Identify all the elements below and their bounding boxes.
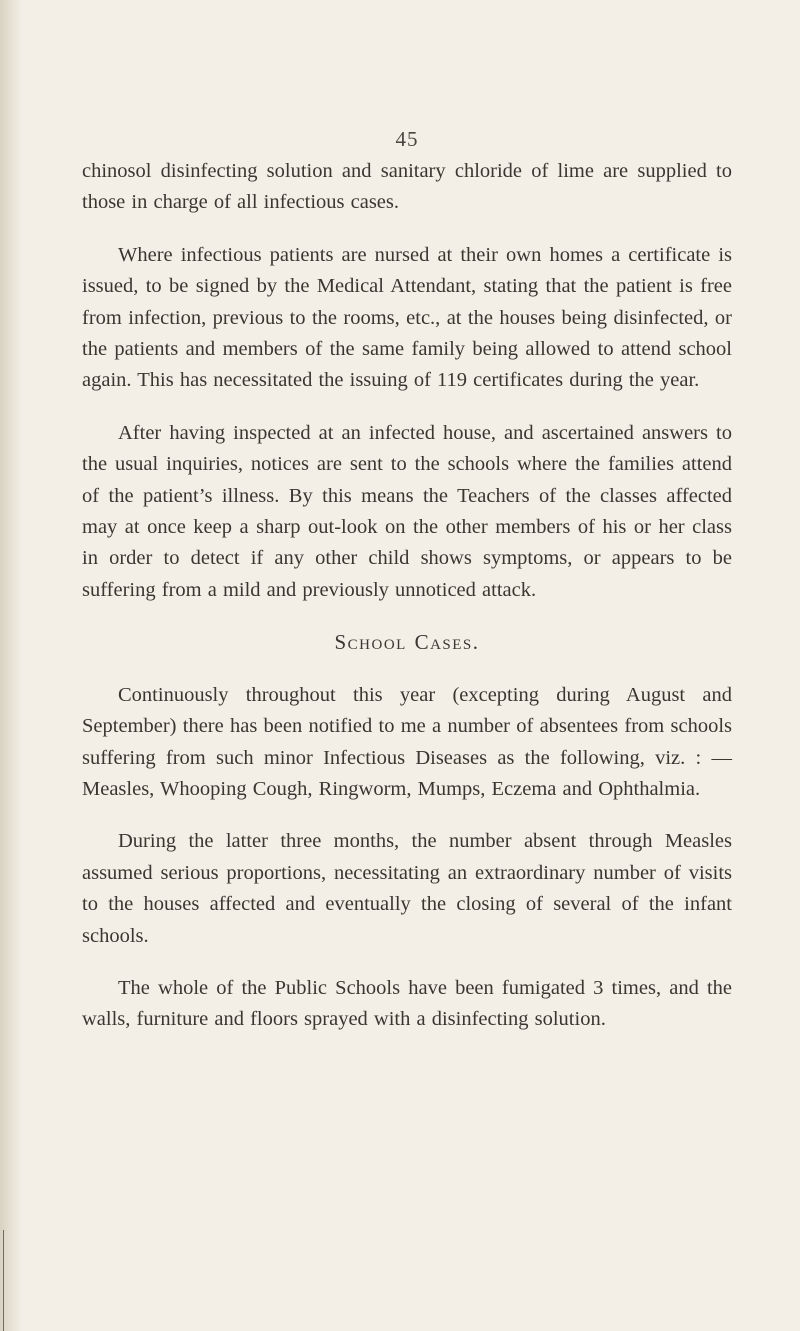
paragraph-continuation: chinosol disinfecting solution and sanitary chloride of lime are supplied to those in charge of all infectious cases. [82, 160, 732, 214]
paragraph-fumigation: The whole of the Public Schools have been fumigated 3 times, and the walls, furniture and floors sprayed with a disinfecting solution. [82, 976, 732, 1031]
paragraph-certificates: Where infectious patients are nursed at their own homes a certificate is issued, to be signed by the Medical Attendant, stating that the patient is free from infection, previous to the rooms, etc., at the houses being disinfected, or the patients and members of the same family being allowed to attend school again. This has necessitated the issuing of 119 certificates during the year. [82, 243, 732, 392]
paragraph-school-absentees: Continuously throughout this year (excepting during August and September) there has been notified to me a number of absentees from schools suffering from such minor Infectious Diseases as the following, viz. : — Measles, Whooping Cough, Ringworm, Mumps, Eczema and Ophthalmia. [82, 683, 732, 800]
section-heading: School Cases. [334, 630, 480, 655]
page-number: 45 [395, 127, 419, 151]
binding-edge-line [3, 1230, 4, 1331]
body-text [82, 156, 732, 1057]
paragraph-measles: During the latter three months, the number absent through Measles assumed serious proportions, necessitating an extraordinary number of visits to the houses affected and eventually the closing of several of the infant schools. [82, 830, 732, 947]
paragraph-notices: After having inspected at an infected house, and ascertained answers to the usual inquiries, notices are sent to the schools where the families attend of the patient’s illness. By this means the Teachers of the classes affected may at once keep a sharp out-look on the other members of his or her class in order to detect if any other child shows symptoms, or appears to be suffering from a mild and previously unnoticed attack. [82, 421, 732, 601]
binding-gutter [0, 0, 22, 1331]
